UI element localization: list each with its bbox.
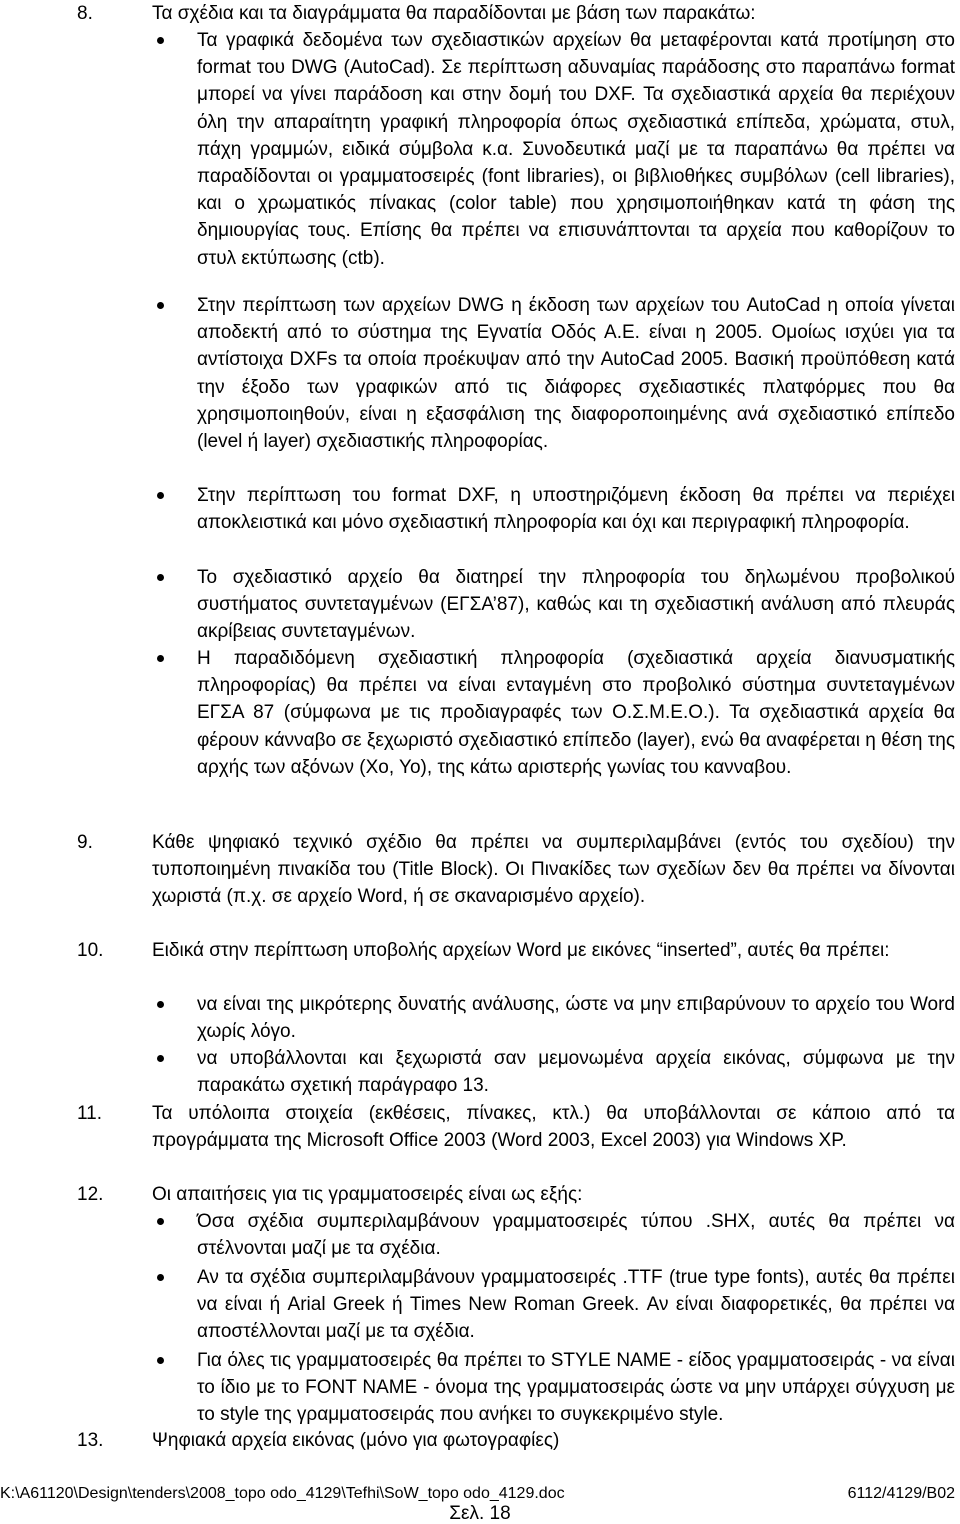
bullet-icon xyxy=(157,1357,164,1364)
bullet-icon xyxy=(157,1274,164,1281)
page-number: Σελ. 18 xyxy=(449,1503,511,1524)
item-text: Τα υπόλοιπα στοιχεία (εκθέσεις, πίνακες, κτλ.) θα υποβάλλονται σε κάποιο από τα προγράμματα της Microsoft Office 2003 (Word 2003, Excel 2003) για Windows XP. xyxy=(152,1103,955,1151)
item-text: Ψηφιακά αρχεία εικόνας (μόνο για φωτογραφίες) xyxy=(152,1430,560,1451)
bullet-text: Αν τα σχέδια συμπεριλαμβάνουν γραμματοσειρές .TTF (true type fonts), αυτές θα πρέπει να είναι ή Arial Greek ή Times New Roman Greek. Αν είναι διαφορετικές, θα πρέπει να αποστέλλονται μαζί με τα σχέδια. xyxy=(197,1267,955,1343)
footer-file-path: K:\A61120\Design\tenders\2008_topo odo_4129\Tefhi\SoW_topo odo_4129.doc xyxy=(0,1485,565,1502)
bullet-text: Το σχεδιαστικό αρχείο θα διατηρεί την πληροφορία του δηλωμένου προβολικού συστήματος συντεταγμένων (ΕΓΣΑ’87), καθώς και τη σχεδιαστική ανάλυση από πλευράς ακρίβειας συντεταγμένων. xyxy=(197,567,955,643)
item-number: 12. xyxy=(77,1184,104,1205)
item-text: Κάθε ψηφιακό τεχνικό σχέδιο θα πρέπει να συμπεριλαμβάνει (εντός του σχεδίου) την τυποποιημένη πινακίδα του (Title Block). Οι Πινακίδες των σχεδίων δεν θα πρέπει να δίνονται χωριστά (π.χ. σε αρχείο Word, ή σε σκαναρισμένο αρχείο). xyxy=(152,832,955,907)
item-number: 13. xyxy=(77,1430,104,1451)
bullet-icon xyxy=(157,1001,164,1008)
bullet-icon xyxy=(157,1055,164,1062)
bullet-text: Στην περίπτωση των αρχείων DWG η έκδοση των αρχείων του AutoCad η οποία γίνεται αποδεκτή από το σύστημα της Εγνατία Οδός Α.Ε. είναι η 2005. Ομοίως ισχύει για τα αντίστοιχα DXFs τα οποία προέκυψαν από την AutoCad 2005. Βασική προϋπόθεση κατά την έξοδο των γραφικών από τις διάφορες σχεδιαστικές πλατφόρμες που θα χρησιμοποιηθούν, είναι η εξασφάλιση της διαφοροποιημένης ανά σχεδιαστικό επίπεδο (level ή layer) σχεδιαστικής πληροφορίας. xyxy=(197,295,955,453)
item-text: Οι απαιτήσεις για τις γραμματοσειρές είναι ως εξής: xyxy=(152,1184,583,1205)
item-number: 10. xyxy=(77,940,104,961)
bullet-icon xyxy=(157,492,164,499)
item-text: Ειδικά στην περίπτωση υποβολής αρχείων Word με εικόνες “inserted”, αυτές θα πρέπει: xyxy=(152,940,890,961)
bullet-text: να είναι της μικρότερης δυνατής ανάλυσης, ώστε να μην επιβαρύνουν το αρχείο του Word χωρίς λόγο. xyxy=(197,994,955,1043)
bullet-text: Η παραδιδόμενη σχεδιαστική πληροφορία (σχεδιαστικά αρχεία διανυσματικής πληροφορίας) θα πρέπει να είναι ενταγμένη στο προβολικό σύστημα συντεταγμένων ΕΓΣΑ 87 (σύμφωνα με τις προδιαγραφές των Ο.Σ.Μ.Ε.Ο.). Τα σχεδιαστικά αρχεία θα φέρουν κάνναβο σε ξεχωριστό σχεδιαστικό επίπεδο (layer), ενώ θα αναφέρεται η θέση της αρχής των αξόνων (Xo, Yo), της κάτω αριστερής γωνίας του κανναβου. xyxy=(197,648,955,778)
bullet-icon xyxy=(157,37,164,44)
item-number: 9. xyxy=(77,832,93,853)
item-text: Τα σχέδια και τα διαγράμματα θα παραδίδονται με βάση των παρακάτω: xyxy=(152,3,756,24)
bullet-icon xyxy=(157,574,164,581)
bullet-text: Στην περίπτωση του format DXF, η υποστηριζόμενη έκδοση θα πρέπει να περιέχει αποκλειστικά και μόνο σχεδιαστική πληροφορία και όχι και περιγραφική πληροφορία. xyxy=(197,485,955,534)
bullet-icon xyxy=(157,655,164,662)
item-number: 8. xyxy=(77,3,93,24)
bullet-text: να υποβάλλονται και ξεχωριστά σαν μεμονωμένα αρχεία εικόνας, σύμφωνα με την παρακάτω σχετική παράγραφο 13. xyxy=(197,1048,955,1097)
item-number: 11. xyxy=(77,1103,103,1124)
bullet-icon xyxy=(157,302,164,309)
bullet-text: Για όλες τις γραμματοσειρές θα πρέπει το STYLE NAME - είδος γραμματοσειράς - να είναι το ίδιο με το FONT NAME - όνομα της γραμματοσειράς ώστε να μην υπάρχει σύγχυση με το style της γραμματοσειράς που ανήκει το συγκεκριμένο style. xyxy=(197,1350,955,1426)
footer-document-code: 6112/4129/B02 xyxy=(847,1485,955,1502)
bullet-text: Όσα σχέδια συμπεριλαμβάνουν γραμματοσειρές τύπου .SHX, αυτές θα πρέπει να στέλνονται μαζί με τα σχέδια. xyxy=(197,1211,955,1260)
bullet-text: Τα γραφικά δεδομένα των σχεδιαστικών αρχείων θα μεταφέρονται κατά προτίμηση στο format του DWG (AutoCad). Σε περίπτωση αδυναμίας παράδοσης στο παραπάνω format μπορεί να γίνει παράδοση και στην δομή του DXF. Τα σχεδιαστικά αρχεία θα περιέχουν όλη την απαραίτητη γραφική πληροφορία όπως σχεδιαστικά επίπεδα, χρώματα, στυλ, πάχη γραμμών, ειδικά σύμβολα κ.α. Συνοδευτικά μαζί με τα παραπάνω θα πρέπει να παραδίδονται οι γραμματοσειρές (font libraries), οι βιβλιοθήκες συμβόλων (cell libraries), και ο χρωματικός πίνακας (color table) που χρησιμοποιήθηκαν κατά τη φάση της δημιουργίας τους. Επίσης θα πρέπει να επισυνάπτονται τα αρχεία που καθορίζουν το στυλ εκτύπωσης (ctb). xyxy=(197,30,955,269)
bullet-icon xyxy=(157,1218,164,1225)
